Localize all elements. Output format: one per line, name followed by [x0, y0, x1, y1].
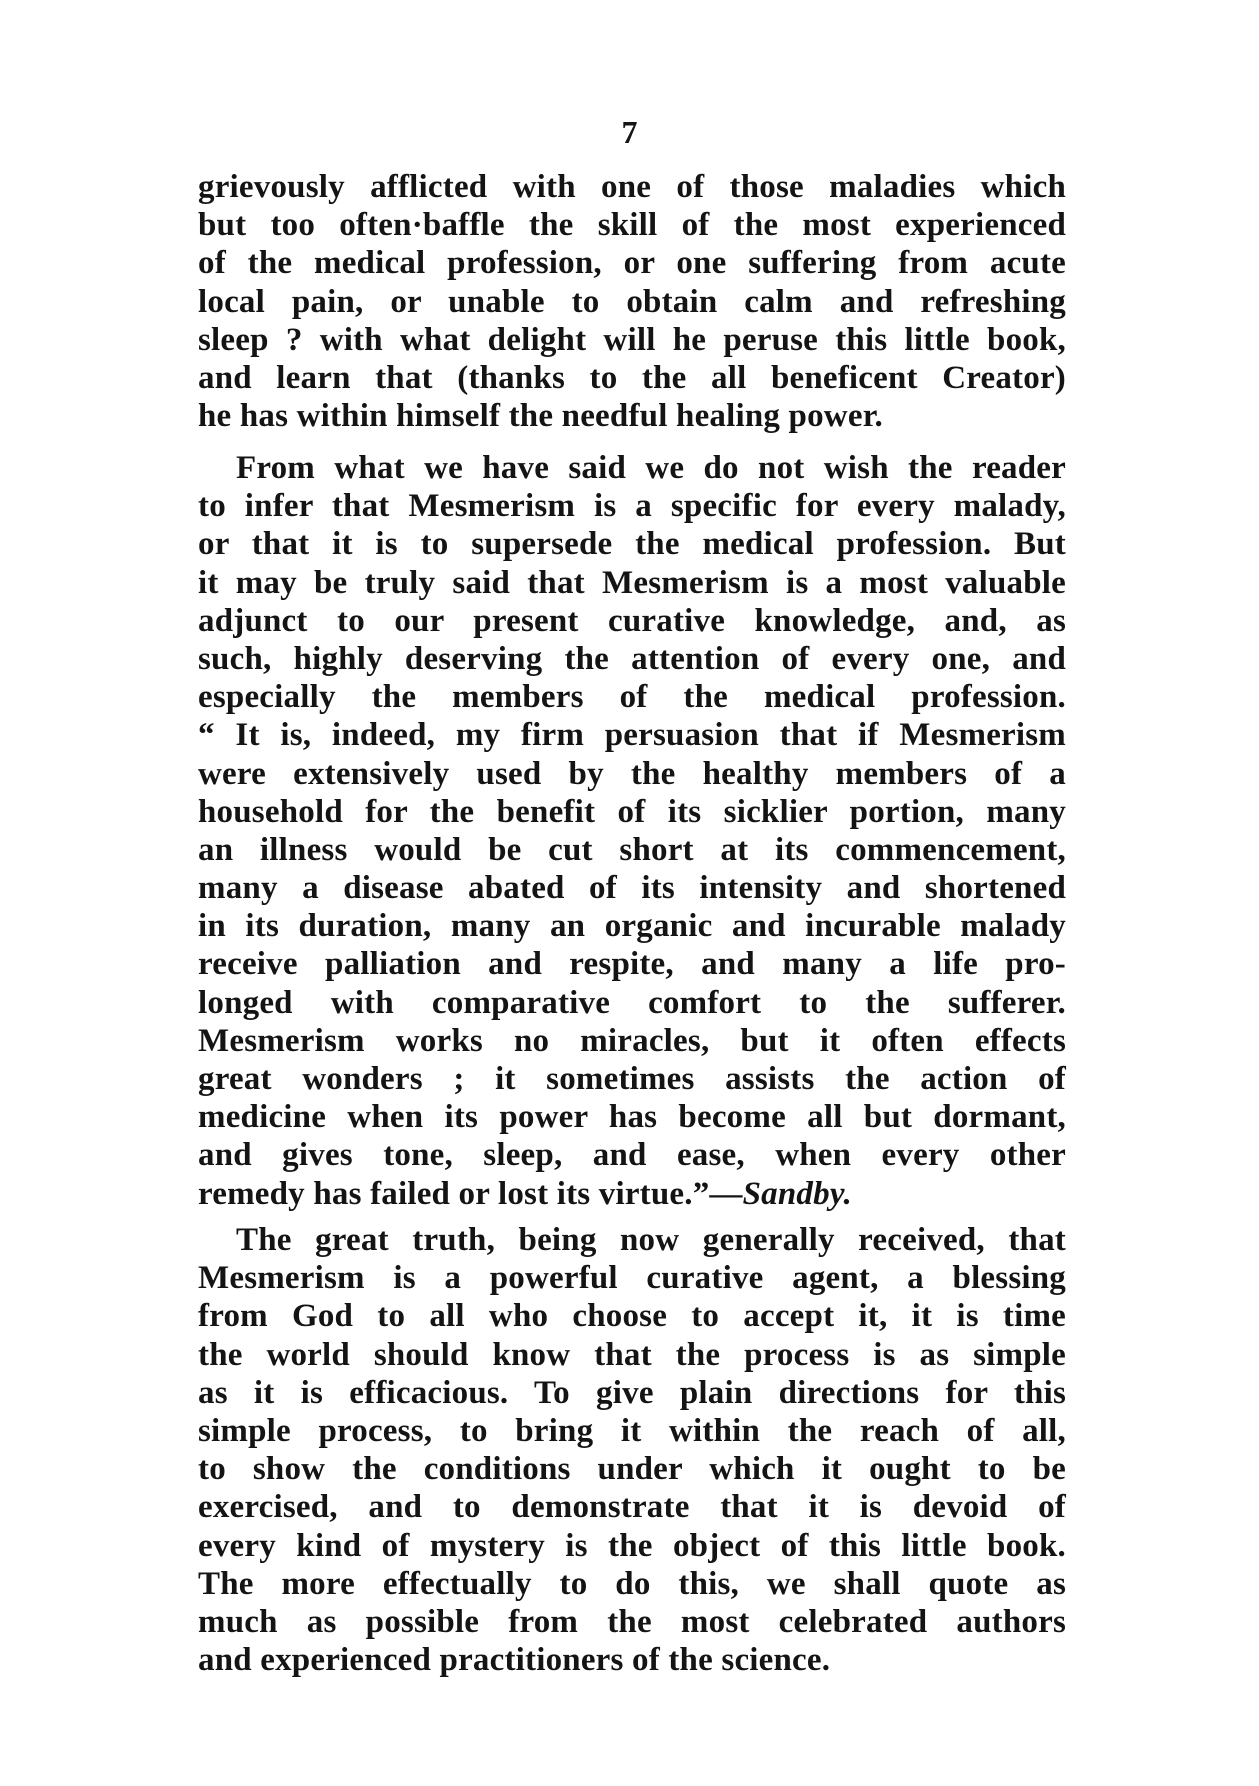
- text-line: remedy has failed or lost its virtue.”—: [198, 1175, 743, 1212]
- text-line: it may be truly said that Mesmerism is a most valuable: [198, 564, 1066, 601]
- text-line: the world should know that the process is as simple: [198, 1336, 1066, 1373]
- text-line: medicine when its power has become all but dormant,: [198, 1099, 1066, 1136]
- text-line: and experienced practitioners of the science.: [198, 1642, 831, 1679]
- text-line: of the medical profession, or one suffering from acute: [198, 245, 1066, 282]
- paragraph-1: [198, 168, 1066, 435]
- text-line: especially the members of the medical profession.: [198, 679, 1066, 716]
- text-line: much as possible from the most celebrated authors: [198, 1603, 1066, 1640]
- text-line: but too often·baffle the skill of the most experienced: [198, 207, 1066, 244]
- text-line: household for the benefit of its sicklier portion, many: [198, 793, 1066, 830]
- text-line: great wonders ; it sometimes assists the action of: [198, 1061, 1066, 1097]
- citation-author: Sandby.: [742, 1175, 852, 1212]
- text-line: and gives tone, sleep, and ease, when every other: [198, 1137, 1066, 1174]
- text-line: longed with comparative comfort to the sufferer.: [198, 984, 1066, 1021]
- text-line: Mesmerism works no miracles, but it often effects: [198, 1022, 1066, 1059]
- text-line: Mesmerism is a powerful curative agent, a blessing: [198, 1260, 1066, 1297]
- text-line: exercised, and to demonstrate that it is devoid of: [198, 1489, 1066, 1526]
- text-line: simple process, to bring it within the reach of all,: [198, 1412, 1066, 1449]
- text-line: from God to all who choose to accept it, it is time: [198, 1298, 1066, 1335]
- text-line: as it is efficacious. To give plain directions for this: [198, 1374, 1066, 1411]
- text-line: The more effectually to do this, we shall quote as: [198, 1565, 1066, 1602]
- text-line: in its duration, many an organic and incurable malady: [198, 908, 1066, 945]
- page-number: 7: [621, 114, 638, 150]
- text-line: to infer that Mesmerism is a specific for every malady,: [198, 488, 1066, 525]
- text-line: and learn that (thanks to the all beneficent Creator): [198, 359, 1066, 396]
- text-line: or that it is to supersede the medical profession. But: [198, 526, 1066, 563]
- text-line: “ It is, indeed, my firm persuasion that if Mesmerism: [198, 717, 1066, 754]
- paragraph-2: [198, 449, 1066, 1213]
- text-line: adjunct to our present curative knowledge, and, as: [198, 602, 1066, 639]
- text-line-with-citation: [198, 1175, 1066, 1213]
- text-line: receive palliation and respite, and many a life pro-: [198, 946, 1066, 983]
- text-line: to show the conditions under which it ought to be: [198, 1451, 1066, 1488]
- paragraph-3: [198, 1221, 1066, 1679]
- text-line: local pain, or unable to obtain calm and refreshing: [198, 283, 1066, 320]
- text-line: sleep ? with what delight will he peruse this little book,: [198, 321, 1066, 358]
- text-line: such, highly deserving the attention of every one, and: [198, 640, 1066, 677]
- text-line: The great truth, being now generally received, that: [236, 1222, 1066, 1258]
- text-line: every kind of mystery is the object of this little book.: [198, 1527, 1066, 1564]
- text-line: he has within himself the needful healing power.: [198, 398, 883, 435]
- text-line: From what we have said we do not wish the reader: [236, 450, 1066, 486]
- text-line: grievously afflicted with one of those maladies which: [198, 169, 1066, 205]
- text-line: an illness would be cut short at its commencement,: [198, 831, 1066, 868]
- text-line: were extensively used by the healthy members of a: [198, 755, 1066, 792]
- text-line: many a disease abated of its intensity and shortened: [198, 870, 1066, 907]
